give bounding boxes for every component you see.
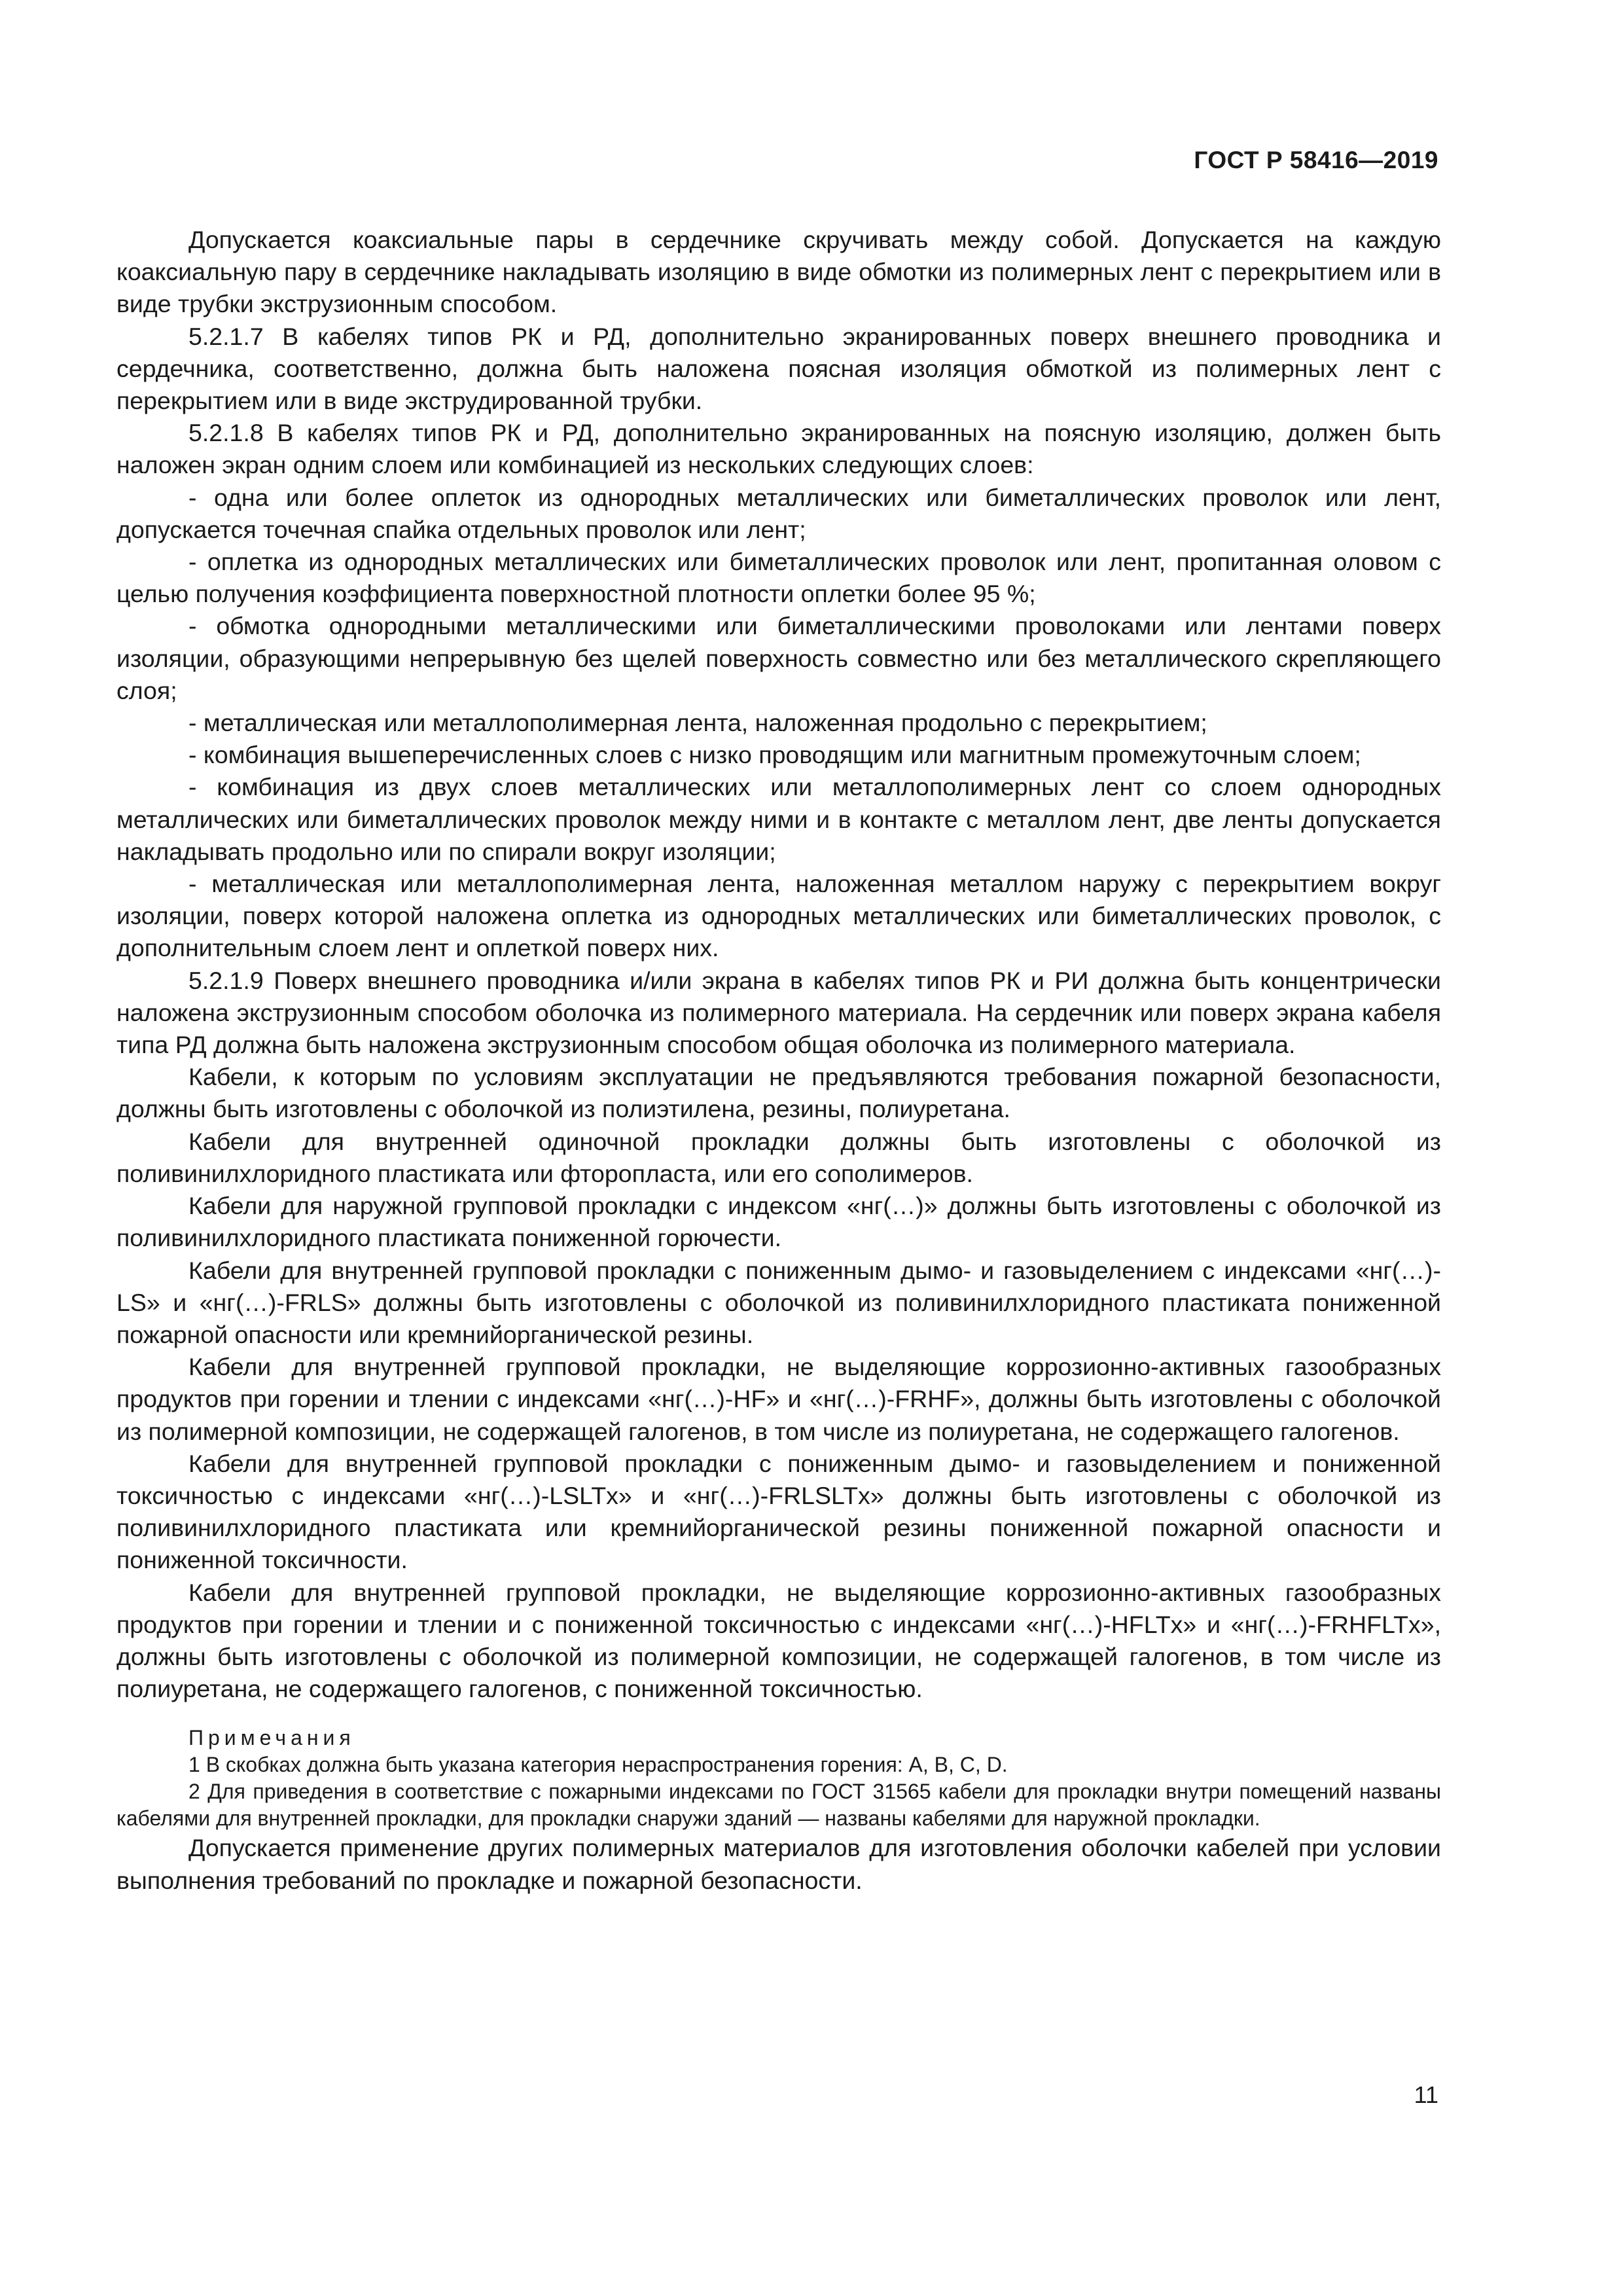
closing-paragraph: Допускается применение других полимерных материалов для изготовления оболочки кабелей при условии выполнения требований по прокладке и пожарной безопасности. bbox=[116, 1834, 1441, 1894]
clause-5-2-1-7: 5.2.1.7 В кабелях типов РК и РД, дополнительно экранированных поверх внешнего проводника и сердечника, соответственно, должна быть наложена поясная изоляция обмоткой из полимерных лент с перекрытием или в виде экструдированной трубки. bbox=[116, 322, 1441, 415]
list-item: - металлическая или металлополимерная лента, наложенная металлом наружу с перекрытием вокруг изоляции, поверх которой наложена оплетка из однородных металлических или биметаллических проволок, с дополнительным слоем лент и оплеткой поверх них. bbox=[116, 870, 1441, 962]
notes-title: Примечания bbox=[188, 1726, 355, 1750]
clause-5-2-1-8: 5.2.1.8 В кабелях типов РК и РД, дополнительно экранированных на поясную изоляцию, должен быть наложен экран одним слоем или комбинацией из нескольких следующих слоев: bbox=[116, 419, 1441, 479]
page-number: 11 bbox=[1414, 2081, 1438, 2108]
paragraph: Кабели для внутренней групповой прокладки с пониженным дымо- и газовыделением с индексами «нг(…)-LS» и «нг(…)-FRLS» должны быть изготовлены с оболочкой из поливинилхлоридного пластиката пониженной пожарной опасности или кремнийорганической резины. bbox=[116, 1256, 1441, 1348]
note-item: 2 Для приведения в соответствие с пожарными индексами по ГОСТ 31565 кабели для прокладки внутри помещений названы кабелями для внутренней прокладки, для прокладки снаружи зданий — названы кабелями для наружной прокладки. bbox=[116, 1780, 1441, 1831]
paragraph: Кабели для внутренней групповой прокладки с пониженным дымо- и газовыделением и пониженной токсичностью с индексами «нг(…)-LSLTx» и «нг(…)-FRLSLTx» должны быть изготовлены с оболочкой из поливинилхлоридного пластиката или кремнийорганической резины пониженной пожарной опасности и пониженной токсичности. bbox=[116, 1449, 1441, 1574]
list-item: - одна или более оплеток из однородных металлических или биметаллических проволок или лент, допускается точечная спайка отдельных проволок или лент; bbox=[116, 483, 1441, 543]
paragraph: Кабели для внутренней групповой прокладки, не выделяющие коррозионно-активных газообразных продуктов при горении и тлении и с пониженной токсичностью с индексами «нг(…)-HFLTx» и «нг(…)-FRHFLTx», должны быть изготовлены с оболочкой из полимерной композиции, не содержащей галогенов, в том числе из полиуретана, не содержащего галогенов, с пониженной токсичностью. bbox=[116, 1578, 1441, 1703]
paragraph: Кабели для внутренней одиночной прокладки должны быть изготовлены с оболочкой из поливинилхлоридного пластиката или фторопласта, или его сополимеров. bbox=[116, 1127, 1441, 1187]
document-body bbox=[116, 224, 1441, 1897]
paragraph: Допускается коаксиальные пары в сердечнике скручивать между собой. Допускается на каждую коаксиальную пару в сердечнике накладывать изоляцию в виде обмотки из полимерных лент с перекрытием или в виде трубки экструзионным способом. bbox=[116, 226, 1441, 318]
paragraph: Кабели для наружной групповой прокладки с индексом «нг(…)» должны быть изготовлены с оболочкой из поливинилхлоридного пластиката пониженной горючести. bbox=[116, 1192, 1441, 1252]
paragraph: Кабели, к которым по условиям эксплуатации не предъявляются требования пожарной безопасности, должны быть изготовлены с оболочкой из полиэтилена, резины, полиуретана. bbox=[116, 1063, 1441, 1123]
list-item: - обмотка однородными металлическими или биметаллическими проволоками или лентами поверх изоляции, образующими непрерывную без щелей поверхность совместно или без металлического скрепляющего слоя; bbox=[116, 612, 1441, 704]
list-item: - комбинация вышеперечисленных слоев с низко проводящим или магнитным промежуточным слоем; bbox=[188, 741, 1361, 769]
paragraph: Кабели для внутренней групповой прокладки, не выделяющие коррозионно-активных газообразных продуктов при горении и тлении с индексами «нг(…)-HF» и «нг(…)-FRHF», должны быть изготовлены с оболочкой из полимерной композиции, не содержащей галогенов, в том числе из полиуретана, не содержащего галогенов. bbox=[116, 1353, 1441, 1445]
document-code-header: ГОСТ Р 58416—2019 bbox=[1194, 147, 1438, 173]
list-item: - металлическая или металлополимерная лента, наложенная продольно с перекрытием; bbox=[188, 709, 1207, 737]
list-item: - комбинация из двух слоев металлических или металлополимерных лент со слоем однородных металлических или биметаллических проволок между ними и в контакте с металлом лент, две ленты допускается накладывать продольно или по спирали вокруг изоляции; bbox=[116, 773, 1441, 865]
clause-5-2-1-9: 5.2.1.9 Поверх внешнего проводника и/или экрана в кабелях типов РК и РИ должна быть концентрически наложена экструзионным способом оболочка из полимерного материала. На сердечник или поверх экрана кабеля типа РД должна быть наложена экструзионным способом общая оболочка из полимерного материала. bbox=[116, 966, 1441, 1059]
notes-block bbox=[116, 1725, 1441, 1832]
list-item: - оплетка из однородных металлических или биметаллических проволок или лент, пропитанная оловом с целью получения коэффициента поверхностной плотности оплетки более 95 %; bbox=[116, 548, 1441, 608]
note-item: 1 В скобках должна быть указана категория нераспространения горения: A, B, C, D. bbox=[188, 1753, 1008, 1777]
